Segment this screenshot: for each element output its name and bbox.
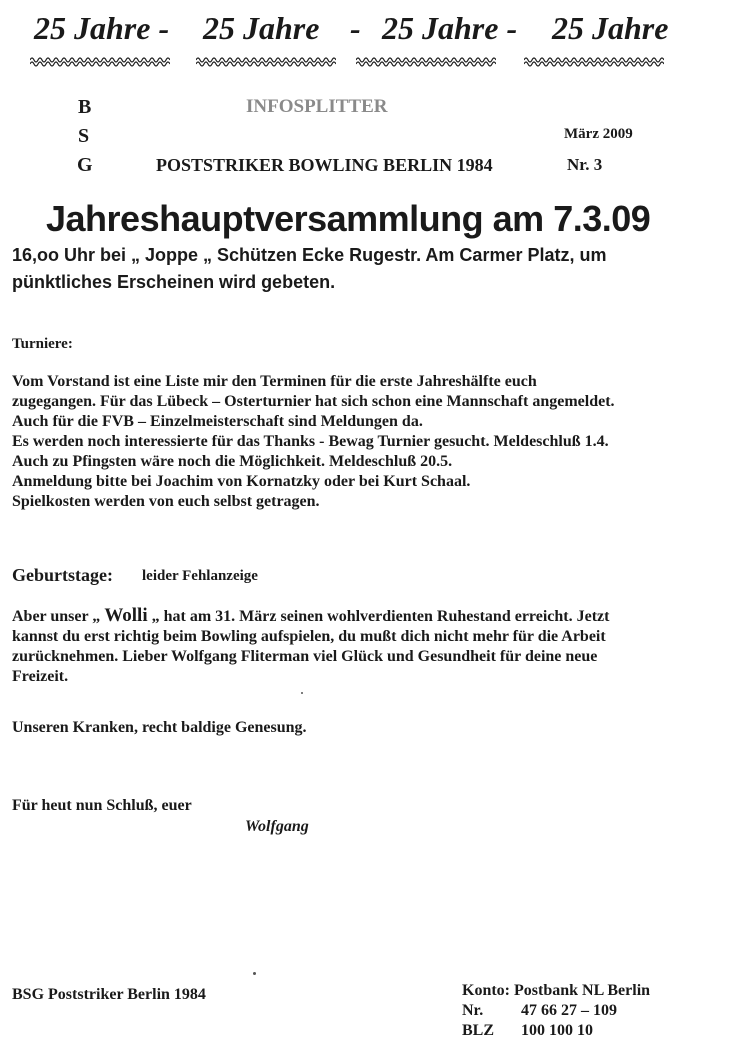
headline-line-1: 16,oo Uhr bei „ Joppe „ Schützen Ecke Rugestr. Am Carmer Platz, um [12, 245, 607, 265]
infosplitter-title: INFOSPLITTER [246, 96, 388, 117]
banner-dash: - [350, 10, 361, 46]
turniere-line: Auch für die FVB – Einzelmeisterschaft sind Meldungen da. [12, 413, 423, 430]
masthead-letter-b: B [78, 96, 92, 118]
turniere-line: Anmeldung bitte bei Joachim von Kornatzky oder bei Kurt Schaal. [12, 473, 471, 490]
banner-item-4: 25 Jahre [552, 10, 669, 46]
geburtstage-heading: Geburtstage: [12, 565, 113, 585]
wolli-line-1 [12, 606, 609, 627]
closing-line: Für heut nun Schluß, euer [12, 797, 192, 814]
turniere-line: Spielkosten werden von euch selbst getragen. [12, 493, 320, 510]
turniere-line: Es werden noch interessierte für das Thanks - Bewag Turnier gesucht. Meldeschluß 1.4. [12, 433, 609, 450]
banner-item-3: 25 Jahre - [382, 10, 518, 46]
turniere-line: Auch zu Pfingsten wäre noch die Möglichkeit. Meldeschluß 20.5. [12, 453, 453, 470]
wolli-line: Freizeit. [12, 668, 69, 685]
headline-line-2: pünktliches Erscheinen wird gebeten. [12, 272, 336, 292]
footer-konto: Konto: Postbank NL Berlin [462, 982, 651, 999]
signature: Wolfgang [245, 818, 309, 835]
turniere-heading: Turniere: [12, 336, 73, 352]
wolli-post: „ hat am 31. März seinen wohlverdienten Ruhestand erreicht. Jetzt [147, 608, 610, 625]
wolli-line: kannst du erst richtig beim Bowling aufspielen, du mußt dich nicht mehr für die Arbeit [12, 628, 606, 645]
headline-title: Jahreshauptversammlung am 7.3.09 [46, 198, 651, 239]
scan-speck [253, 972, 256, 975]
footer-org: BSG Poststriker Berlin 1984 [12, 986, 206, 1003]
geburtstage-note: leider Fehlanzeige [142, 568, 258, 584]
wavy-underline-1 [30, 56, 170, 68]
masthead-letter-g: G [77, 154, 93, 176]
wolli-paragraph [12, 606, 609, 687]
issue-date: März 2009 [564, 126, 633, 142]
turniere-line: Vom Vorstand ist eine Liste mir den Terminen für die erste Jahreshälfte euch [12, 373, 537, 390]
wolli-line: zurücknehmen. Lieber Wolfgang Fliterman viel Glück und Gesundheit für deine neue [12, 648, 598, 665]
footer-blz-label: BLZ [462, 1022, 495, 1039]
masthead-letter-s: S [78, 125, 90, 147]
issue-number: Nr. 3 [567, 155, 603, 174]
footer-nr-value: 47 66 27 – 109 [521, 1002, 617, 1019]
footer-nr-label: Nr. [462, 1002, 484, 1019]
kranken-line: Unseren Kranken, recht baldige Genesung. [12, 719, 307, 736]
turniere-line: zugegangen. Für das Lübeck – Osterturnier hat sich schon eine Mannschaft angemeldet. [12, 393, 615, 410]
wavy-underline-3 [356, 56, 496, 68]
club-name: POSTSTRIKER BOWLING BERLIN 1984 [156, 155, 493, 175]
footer-blz-value: 100 100 10 [521, 1022, 593, 1039]
wavy-underline-4 [524, 56, 664, 68]
turniere-body [12, 372, 615, 512]
banner-item-1: 25 Jahre - [34, 10, 170, 46]
scan-speck [301, 692, 303, 694]
wolli-name: Wolli [104, 605, 148, 626]
wolli-pre: Aber unser „ [12, 608, 105, 625]
banner-item-2: 25 Jahre [203, 10, 320, 46]
wavy-underline-2 [196, 56, 336, 68]
